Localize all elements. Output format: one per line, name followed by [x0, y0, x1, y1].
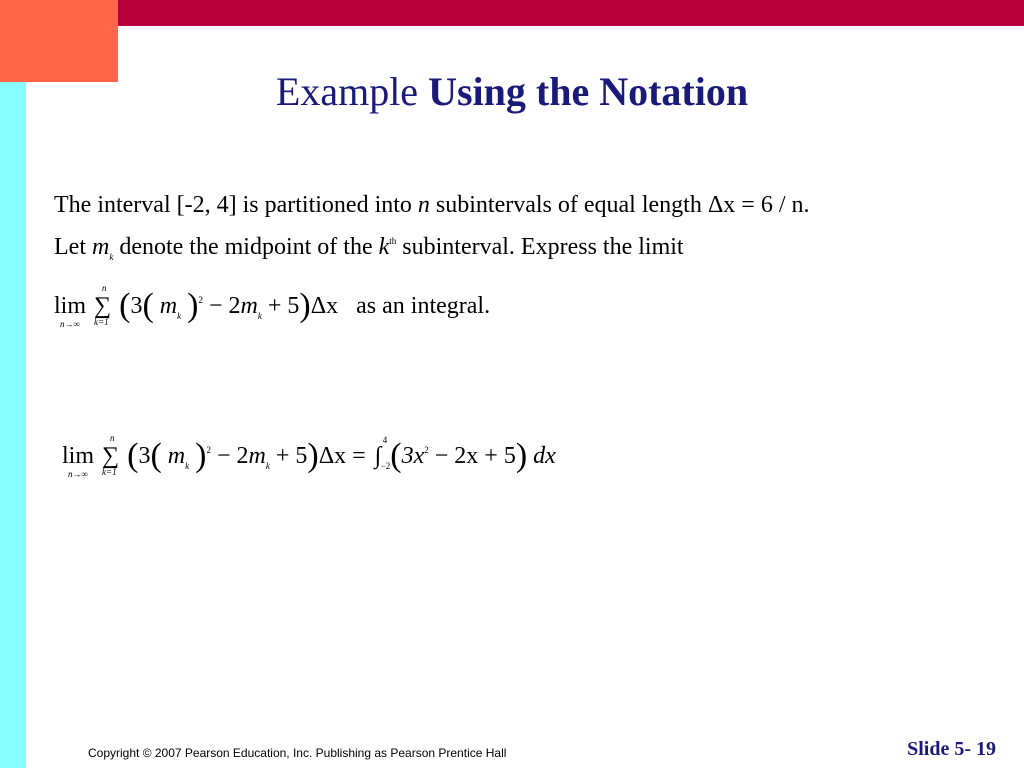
m-var-2: m — [240, 293, 258, 319]
slide-number: Slide 5- 19 — [907, 738, 996, 760]
close-paren: ) — [299, 287, 311, 324]
integral-operator: ∫ 4 −2 — [374, 435, 391, 471]
inner-close-paren-2: ) — [195, 437, 207, 474]
slide-title — [0, 68, 1024, 115]
limit-formula-line — [54, 283, 491, 329]
square-exp: 2 — [198, 295, 203, 305]
coef-three: 3 — [130, 293, 143, 319]
plus-five-2: + 5 — [275, 443, 308, 469]
inner-close-paren: ) — [187, 287, 199, 324]
lim-operator-2: lim n→∞ — [62, 443, 95, 479]
sigma-lower: k=1 — [94, 317, 109, 327]
differential-dx: dx — [533, 443, 556, 469]
line2-text-mid: denote the midpoint of the — [113, 234, 379, 260]
as-integral-text: as an integral. — [356, 293, 491, 319]
top-accent-bar — [118, 0, 1024, 26]
minus-two: − 2 — [208, 293, 241, 319]
var-n: n — [417, 192, 430, 218]
title-regular: Example — [275, 69, 419, 114]
open-paren-2: ( — [127, 437, 139, 474]
m-sub-k-3: k — [185, 461, 190, 471]
close-paren-2: ) — [307, 437, 319, 474]
m-var: m — [159, 293, 178, 319]
body-line-2 — [54, 234, 684, 261]
plus-five: + 5 — [267, 293, 300, 319]
superscript-th: th — [389, 236, 397, 246]
line2-text-pre: Let — [54, 234, 92, 260]
integrand-close-paren: ) — [515, 437, 528, 474]
var-k: k — [378, 234, 390, 260]
lim-operator: lim n→∞ — [54, 293, 87, 329]
m-sub-k-2: k — [257, 311, 262, 321]
delta-x-2: Δx — [318, 443, 347, 469]
minus-two-2: − 2 — [216, 443, 249, 469]
body-line-1 — [54, 192, 809, 219]
var-m: m — [91, 234, 110, 260]
integrand-square: 2 — [424, 445, 429, 455]
square-exp-2: 2 — [206, 445, 211, 455]
integral-lower: −2 — [380, 461, 391, 471]
inner-open-paren-2: ( — [150, 437, 162, 474]
m-var-4: m — [248, 443, 266, 469]
integral-upper: 4 — [382, 435, 388, 445]
dx-expression: Δx = 6 / n. — [707, 192, 810, 218]
delta-x: Δx — [310, 293, 339, 319]
left-accent-bar — [0, 82, 26, 768]
m-sub-k-4: k — [265, 461, 270, 471]
open-paren: ( — [119, 287, 131, 324]
inner-open-paren: ( — [142, 287, 154, 324]
subscript-k: k — [109, 252, 114, 262]
integrand-open-paren: ( — [390, 437, 402, 474]
line1-text-mid: subintervals of equal length — [429, 192, 708, 218]
sigma-upper-2: n — [110, 433, 115, 443]
answer-formula — [62, 433, 556, 479]
integrand-3x: 3x — [401, 443, 425, 469]
equals-sign: = — [352, 443, 366, 469]
line2-text-post: subinterval. Express the limit — [396, 234, 684, 260]
sigma-operator-2: ∑ n k=1 — [102, 433, 120, 477]
lim-subscript: n→∞ — [60, 319, 80, 329]
copyright-footer: Copyright © 2007 Pearson Education, Inc. Publishing as Pearson Prentice Hall — [88, 746, 507, 760]
sigma-lower-2: k=1 — [102, 467, 117, 477]
m-var-3: m — [167, 443, 186, 469]
m-sub-k: k — [177, 311, 182, 321]
sigma-operator: ∑ n k=1 — [94, 283, 112, 327]
coef-three-2: 3 — [138, 443, 151, 469]
line1-text-pre: The interval [-2, 4] is partitioned into — [54, 192, 418, 218]
integrand-tail: − 2x + 5 — [434, 443, 516, 469]
title-bold: Using the Notation — [428, 69, 749, 114]
lim-subscript-2: n→∞ — [68, 469, 88, 479]
sigma-upper: n — [102, 283, 107, 293]
